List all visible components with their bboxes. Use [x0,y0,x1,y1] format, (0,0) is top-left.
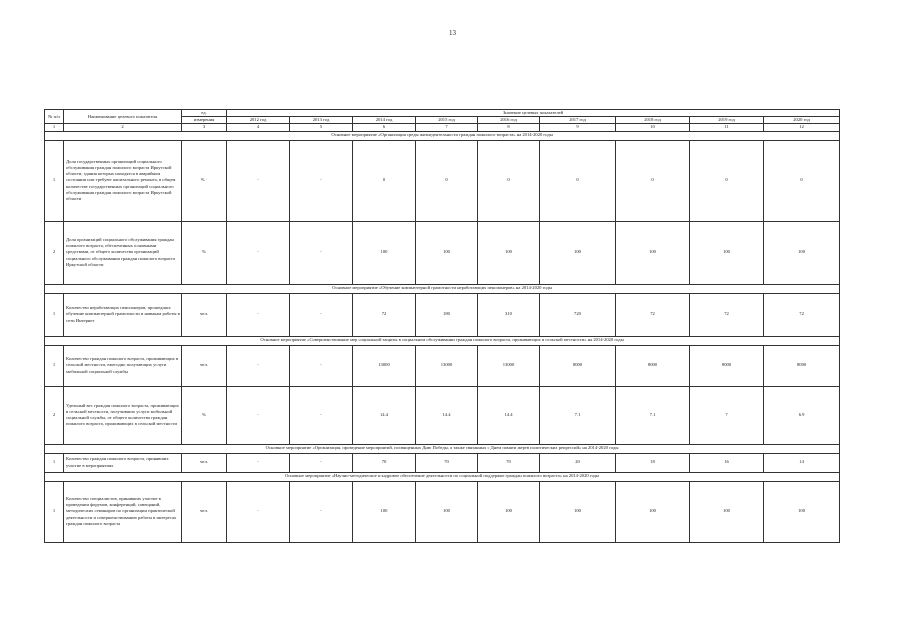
section-title: Основное мероприятие «Организация, проведение мероприятий, посвященных Дню Победы, а также связанных с Днем памяти жертв политических репрессий» на 2014-2020 годы [45,444,840,453]
indicator-value: 8000 [690,345,764,386]
indicator-name: Доля организаций социального обслуживания граждан пожилого возраста, обеспеченных основными средствами, от общего количества организаций социального обслуживания граждан пожилого возраста Иркутской области [64,221,182,284]
indicator-value: 100 [353,221,416,284]
table-row [45,453,840,472]
indicator-value: 14.4 [353,386,416,444]
indicator-value: 0 [416,140,478,221]
indicator-value: - [290,140,353,221]
indicator-value: - [227,453,290,472]
indicator-value: 100 [690,221,764,284]
indicator-value: 180 [416,293,478,336]
column-number: 10 [616,124,690,131]
header-year: 2017 год [540,117,616,124]
column-number: 11 [690,124,764,131]
indicator-value: 100 [353,481,416,542]
indicator-value: - [227,386,290,444]
indicator-value: 0 [764,140,840,221]
column-number: 12 [764,124,840,131]
section-title: Основное мероприятие «Научно-методическое и кадровое обеспечение деятельности по социальной поддержке граждан пожилого возраста» на 2014-2020 годы [45,472,840,481]
table-row [45,386,840,444]
header-year: 2016 год [478,117,540,124]
indicator-name: Количество неработающих пенсионеров, прошедших обучение компьютерной грамотности и навыкам работы в сети Интернет [64,293,182,336]
indicator-value: 100 [540,481,616,542]
section-row [45,284,840,293]
section-title: Основное мероприятие «Организация среды жизнедеятельности граждан пожилого возраста» на 2014-2020 годы [45,131,840,140]
column-number: 1 [45,124,64,131]
indicator-name: Количество граждан пожилого возраста, проживающих в сельской местности, ежегодно получающих услуги мобильной социальной службы [64,345,182,386]
indicator-value: - [290,345,353,386]
table-row [45,345,840,386]
indicator-value: 13000 [353,345,416,386]
section-row [45,472,840,481]
row-number: 1 [45,345,64,386]
indicator-value: - [290,221,353,284]
column-number: 2 [64,124,182,131]
indicator-value: - [290,293,353,336]
header-num: № п/п [45,110,64,124]
header-year: 2014 год [353,117,416,124]
indicator-value: - [290,481,353,542]
row-number: 2 [45,221,64,284]
section-row [45,131,840,140]
header-year: 2020 год [764,117,840,124]
indicator-value: 16 [690,453,764,472]
indicator-value: 72 [353,293,416,336]
header-year: 2012 год [227,117,290,124]
indicator-value: 100 [416,221,478,284]
indicator-value: 72 [690,293,764,336]
header-year: 2013 год [290,117,353,124]
column-number: 8 [478,124,540,131]
row-number: 1 [45,293,64,336]
indicator-unit: % [182,221,227,284]
indicator-value: 70 [353,453,416,472]
table-row [45,481,840,542]
indicator-value: 0 [478,140,540,221]
indicator-unit: чел. [182,293,227,336]
indicator-value: 13000 [478,345,540,386]
row-number: 1 [45,140,64,221]
indicator-value: 18 [616,453,690,472]
indicator-name: Количество специалистов, принявших участие в проведении форумов, конференций, совещаний, методических семинаров по организации практической деятельности и совершенствованию работы в интересах граждан пожилого возраста [64,481,182,542]
section-title: Основное мероприятие «Совершенствование мер социальной защиты в социальном обслуживании граждан пожилого возраста, проживающих в сельской местности» на 2014-2020 годы [45,336,840,345]
indicator-unit: % [182,386,227,444]
indicator-unit: чел. [182,453,227,472]
header-values: Значение целевых показателей [227,110,840,117]
indicator-value: - [227,221,290,284]
header-name: Наименование целевого показателя [64,110,182,124]
indicator-unit: % · [182,140,227,221]
indicator-name: Доля государственных организаций социального обслуживания граждан пожилого возраста Иркутской области, здания которых находятся в аварийном состоянии или требуют капитального ремонта, в общем количестве государственных организаций социального обслуживания граждан пожилого возраста Иркутской области [64,140,182,221]
column-number: 3 [182,124,227,131]
section-title: Основное мероприятие «Обучение компьютерной грамотности неработающих пенсионеров» на 2014-2020 годы [45,284,840,293]
indicator-value: 100 [764,221,840,284]
indicator-value: 100 [616,221,690,284]
column-number: 5 [290,124,353,131]
row-number: 2 [45,386,64,444]
header-year: 2018 год [616,117,690,124]
indicator-value: - [227,481,290,542]
indicators-table [44,109,840,543]
indicator-unit: чел. [182,481,227,542]
indicator-value: 0 [540,140,616,221]
indicator-value: 13000 [416,345,478,386]
table-row [45,293,840,336]
indicator-value: 72 [764,293,840,336]
header-year: 2015 год [416,117,478,124]
indicator-value: 720 [540,293,616,336]
indicator-value: 310 [478,293,540,336]
indicator-value: - [290,453,353,472]
indicator-value: - [290,386,353,444]
indicator-value: 70 [478,453,540,472]
row-number: 1 [45,453,64,472]
indicator-value: 6.9 [764,386,840,444]
indicator-value: 100 [540,221,616,284]
section-row [45,336,840,345]
column-number: 4 [227,124,290,131]
table-row [45,221,840,284]
indicator-value: 72 [616,293,690,336]
page-number: 13 [449,29,456,37]
indicator-value: 100 [764,481,840,542]
indicator-value: 0 [353,140,416,221]
indicator-value: 14.4 [478,386,540,444]
indicator-value: 100 [416,481,478,542]
indicator-value: - [227,293,290,336]
indicator-value: 100 [478,221,540,284]
indicator-value: 0 [690,140,764,221]
indicator-value: 20 [540,453,616,472]
indicator-value: 8000 [764,345,840,386]
column-number: 7 [416,124,478,131]
indicator-value: 7.1 [540,386,616,444]
indicator-value: 70 [416,453,478,472]
indicator-value: 14.4 [416,386,478,444]
indicator-value: - [227,345,290,386]
indicator-name: Количество граждан пожилого возраста, принявших участие в мероприятиях [64,453,182,472]
header-unit-top: ед. [182,110,227,117]
indicator-value: 14 [764,453,840,472]
row-number: 1 [45,481,64,542]
indicator-value: 100 [478,481,540,542]
column-number: 9 [540,124,616,131]
indicator-value: - [227,140,290,221]
section-row [45,444,840,453]
indicator-value: 100 [616,481,690,542]
indicator-value: 7 [690,386,764,444]
indicator-value: 100 [690,481,764,542]
table-row [45,140,840,221]
indicator-value: 0 [616,140,690,221]
indicator-value: 8000 [616,345,690,386]
header-year: 2019 год [690,117,764,124]
indicator-value: 7.1 [616,386,690,444]
indicator-unit: чел. [182,345,227,386]
indicator-name: Удельный вес граждан пожилого возраста, проживающих в сельской местности, получивших услуги мобильной социальной службы, от общего количества граждан пожилого возраста, проживающих в сельской местности [64,386,182,444]
header-unit-bottom: измерения [182,117,227,124]
column-number: 6 [353,124,416,131]
indicator-value: 8000 [540,345,616,386]
